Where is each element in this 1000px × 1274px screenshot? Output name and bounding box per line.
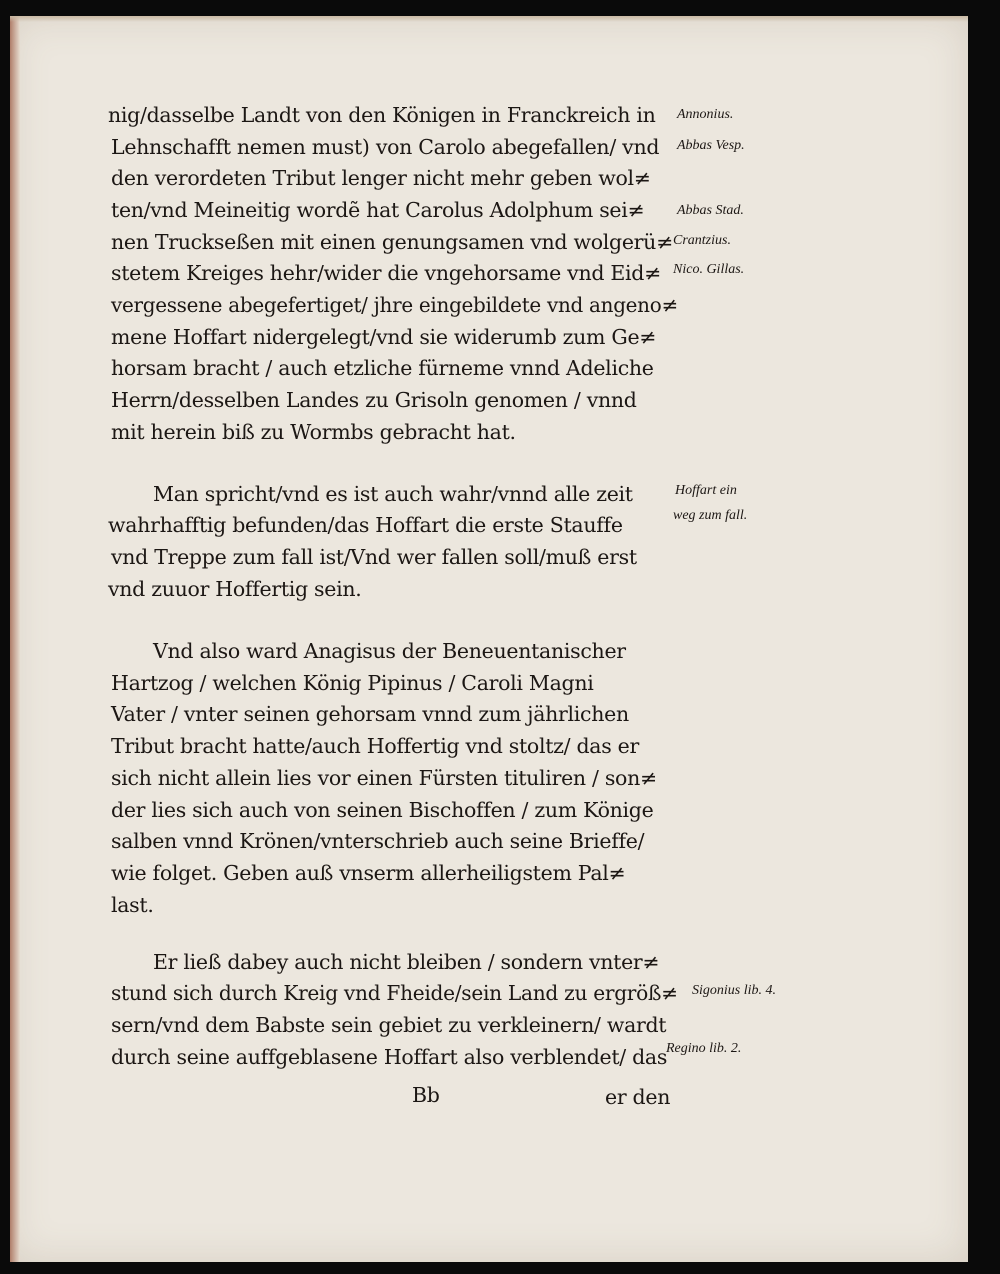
text-line: salben vnnd Krönen/vnterschrieb auch seine Brieffe/	[111, 829, 645, 853]
text-line: horsam bracht / auch etzliche fürneme vnnd Adeliche	[111, 356, 654, 380]
margin-note: Abbas Stad.	[677, 203, 744, 218]
text-line: Vnd also ward Anagisus der Beneuentanischer	[153, 639, 626, 663]
margin-note: Sigonius lib. 4.	[692, 983, 777, 998]
margin-note: Abbas Vesp.	[677, 138, 745, 153]
text-line: mit herein biß zu Wormbs gebracht hat.	[111, 420, 516, 444]
text-line: mene Hoffart nidergelegt/vnd sie widerumb zum Ge≠	[111, 325, 657, 349]
margin-note: Hoffart ein	[675, 483, 737, 498]
text-line: Herrn/desselben Landes zu Grisoln genomen / vnnd	[111, 388, 637, 412]
text-line: sern/vnd dem Babste sein gebiet zu verkleinern/ wardt	[111, 1013, 667, 1037]
text-line: Vater / vnter seinen gehorsam vnnd zum jährlichen	[111, 702, 629, 726]
text-line: sich nicht allein lies vor einen Fürsten tituliren / son≠	[111, 766, 657, 790]
text-line: stund sich durch Kreig vnd Fheide/sein Land zu ergröß≠	[111, 981, 678, 1005]
text-line: nen Truckseßen mit einen genungsamen vnd wolgerü≠	[111, 230, 673, 254]
text-line: vergessene abegefertiget/ jhre eingebildete vnd angeno≠	[111, 293, 678, 317]
text-line: last.	[111, 893, 154, 917]
text-line: ten/vnd Meineitig wordẽ hat Carolus Adolphum sei≠	[111, 198, 645, 222]
text-line: Tribut bracht hatte/auch Hoffertig vnd stoltz/ das er	[111, 734, 639, 758]
margin-note: weg zum fall.	[673, 508, 748, 523]
text-line: Er ließ dabey auch nicht bleiben / sondern vnter≠	[153, 950, 660, 974]
catchword: er den	[605, 1085, 671, 1109]
text-line: durch seine auffgeblasene Hoffart also verblendet/ das	[111, 1045, 668, 1069]
text-line: nig/dasselbe Landt von den Königen in Franckreich in	[108, 103, 656, 127]
text-line: Hartzog / welchen König Pipinus / Caroli Magni	[111, 671, 594, 695]
text-line: vnd Treppe zum fall ist/Vnd wer fallen soll/muß erst	[111, 545, 637, 569]
text-line: stetem Kreiges hehr/wider die vngehorsame vnd Eid≠	[111, 261, 662, 285]
text-line: der lies sich auch von seinen Bischoffen / zum Könige	[111, 798, 654, 822]
text-line: Man spricht/vnd es ist auch wahr/vnnd alle zeit	[153, 482, 633, 506]
margin-note: Annonius.	[677, 107, 734, 122]
margin-note: Crantzius.	[673, 233, 731, 248]
text-line: vnd zuuor Hoffertig sein.	[108, 577, 362, 601]
signature-mark: Bb	[412, 1083, 440, 1107]
text-line: den verordeten Tribut lenger nicht mehr geben wol≠	[111, 166, 651, 190]
text-line: wie folget. Geben auß vnserm allerheiligstem Pal≠	[111, 861, 626, 885]
book-page	[10, 16, 968, 1262]
text-line: wahrhafftig befunden/das Hoffart die erste Stauffe	[108, 513, 623, 537]
text-line: Lehnschafft nemen must) von Carolo abegefallen/ vnd	[111, 135, 660, 159]
margin-note: Regino lib. 2.	[666, 1041, 742, 1056]
margin-note: Nico. Gillas.	[673, 262, 745, 277]
